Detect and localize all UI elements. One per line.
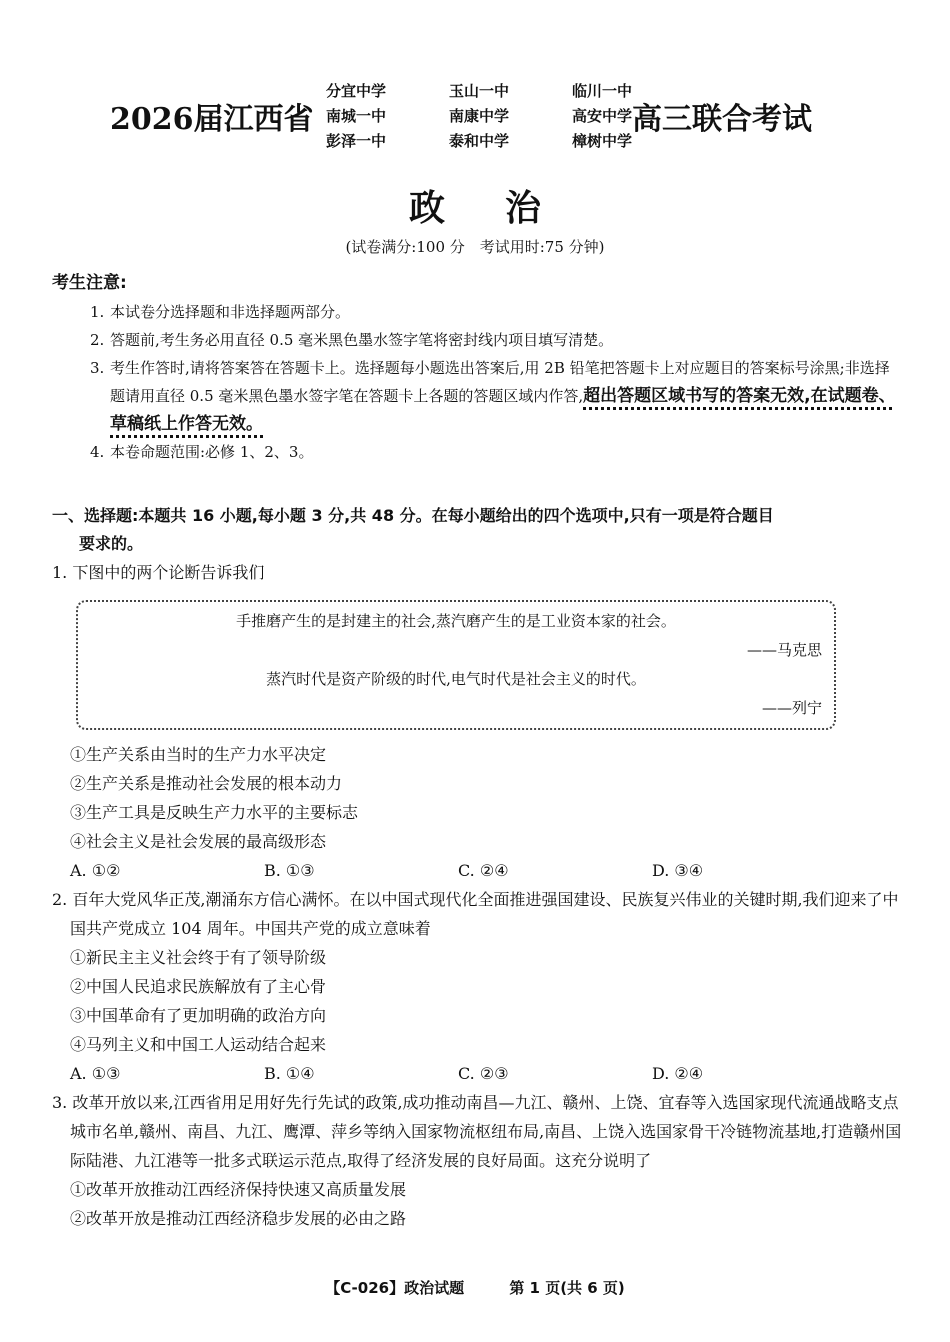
- notice-emphasis: 超出答题区域书写的答案无效,在试题卷、草稿纸上作答无效。: [110, 386, 896, 434]
- option-statement: ③中国革命有了更加明确的政治方向: [70, 1006, 327, 1025]
- quote-text: 蒸汽时代是资产阶级的时代,电气时代是社会主义的时代。: [266, 670, 646, 688]
- section-heading: [52, 502, 904, 558]
- notice-text: 本卷命题范围:必修 1、2、3。: [110, 443, 314, 461]
- notice-text: 答题前,考生务必用直径 0.5 毫米黑色墨水签字笔将密封线内项目填写清楚。: [110, 331, 614, 349]
- notice-title: 考生注意:: [52, 273, 127, 293]
- answer-choice: B. ①③: [264, 861, 315, 880]
- question-2: [52, 885, 904, 1088]
- question-stem: 1. 下图中的两个论断告诉我们: [52, 563, 265, 582]
- answer-choice: D. ②④: [652, 1064, 704, 1083]
- notice-list: [90, 298, 902, 466]
- quote-source: ——马克思: [746, 641, 822, 659]
- school-name: 泰和中学: [448, 132, 509, 150]
- option-statement: ②中国人民追求民族解放有了主心骨: [70, 977, 327, 996]
- answer-choices: [52, 856, 904, 885]
- page-footer: [0, 1277, 950, 1298]
- answer-choice: C. ②③: [458, 1064, 509, 1083]
- exam-header: [110, 80, 850, 158]
- school-name: 玉山一中: [448, 82, 509, 100]
- exam-title-right: 高三联合考试: [632, 102, 812, 137]
- quote-text: 手推磨产生的是封建主的社会,蒸汽磨产生的是工业资本家的社会。: [236, 612, 676, 630]
- answer-choice: C. ②④: [458, 861, 509, 880]
- notice-item: [90, 438, 902, 466]
- school-row: [326, 130, 632, 155]
- school-row: [326, 80, 632, 105]
- school-name: 南城一中: [326, 107, 387, 125]
- notice-item: [90, 354, 902, 438]
- school-name: 临川一中: [571, 82, 632, 100]
- section-line: 一、选择题:本题共 16 小题,每小题 3 分,共 48 分。在每小题给出的四个选项中,只有一项是符合题目: [52, 506, 774, 525]
- question-stem: 3. 改革开放以来,江西省用足用好先行先试的政策,成功推动南昌—九江、赣州、上饶、宜春等入选国家现代流通战略支点城市名单,赣州、南昌、九江、鹰潭、萍乡等纳入国家物流枢纽布局,南昌、上饶入选国家骨干冷链物流基地,打造赣州国际陆港、九江港等一批多式联运示范点,取得了经济发展的良好局面。这充分说明了: [52, 1093, 902, 1170]
- answer-choice: D. ③④: [652, 861, 704, 880]
- school-row: [326, 105, 632, 130]
- notice-text: 考生作答时,请将答案答在答题卡上。选择题每小题选出答案后,用 2B 铅笔把答题卡上对应题目的答案标号涂黑;非选择题请用直径 0.5 毫米黑色墨水签字笔在答题卡上各题的答题区域内作答,: [110, 359, 890, 405]
- page-number: 第 1 页(共 6 页): [509, 1279, 625, 1297]
- option-statement: ④马列主义和中国工人运动结合起来: [70, 1035, 327, 1054]
- option-statement: ④社会主义是社会发展的最高级形态: [70, 832, 327, 851]
- question-3: [52, 1088, 904, 1233]
- answer-choice: A. ①②: [70, 861, 121, 880]
- option-statement: ①新民主主义社会终于有了领导阶级: [70, 948, 327, 967]
- option-statement: ①改革开放推动江西经济保持快速又高质量发展: [70, 1180, 407, 1199]
- question-stem: 2. 百年大党风华正茂,潮涌东方信心满怀。在以中国式现代化全面推进强国建设、民族复兴伟业的关键时期,我们迎来了中国共产党成立 104 周年。中国共产党的成立意味着: [52, 890, 899, 938]
- notice-item: [90, 298, 902, 326]
- question-1: [52, 558, 904, 587]
- exam-meta: (试卷满分:100 分 考试用时:75 分钟): [345, 238, 605, 256]
- school-name: 南康中学: [448, 107, 509, 125]
- notice-item: [90, 326, 902, 354]
- school-name: 彭泽一中: [326, 132, 387, 150]
- subject-title: 政治: [408, 187, 601, 229]
- school-list: [326, 80, 632, 155]
- answer-choices: [52, 1059, 904, 1088]
- notice-number: 2.: [90, 331, 105, 349]
- quote-source: ——列宁: [761, 699, 822, 717]
- school-name: 高安中学: [571, 107, 632, 125]
- answer-choice: B. ①④: [264, 1064, 315, 1083]
- exam-title-left: 2026届江西省: [110, 102, 314, 137]
- option-statement: ②生产关系是推动社会发展的根本动力: [70, 774, 343, 793]
- section-line: 要求的。: [79, 534, 144, 553]
- notice-number: 4.: [90, 443, 105, 461]
- quote-box: [76, 600, 836, 730]
- option-statement: ①生产关系由当时的生产力水平决定: [70, 745, 327, 764]
- answer-choice: A. ①③: [70, 1064, 121, 1083]
- option-statement: ③生产工具是反映生产力水平的主要标志: [70, 803, 359, 822]
- notice-number: 3.: [90, 359, 105, 377]
- school-name: 分宜中学: [326, 82, 387, 100]
- option-statement: ②改革开放是推动江西经济稳步发展的必由之路: [70, 1209, 407, 1228]
- notice-number: 1.: [90, 303, 105, 321]
- notice-text: 本试卷分选择题和非选择题两部分。: [110, 303, 351, 321]
- school-name: 樟树中学: [571, 132, 632, 150]
- question-1-options: [52, 740, 904, 885]
- paper-code: 【C-026】政治试题: [325, 1279, 465, 1297]
